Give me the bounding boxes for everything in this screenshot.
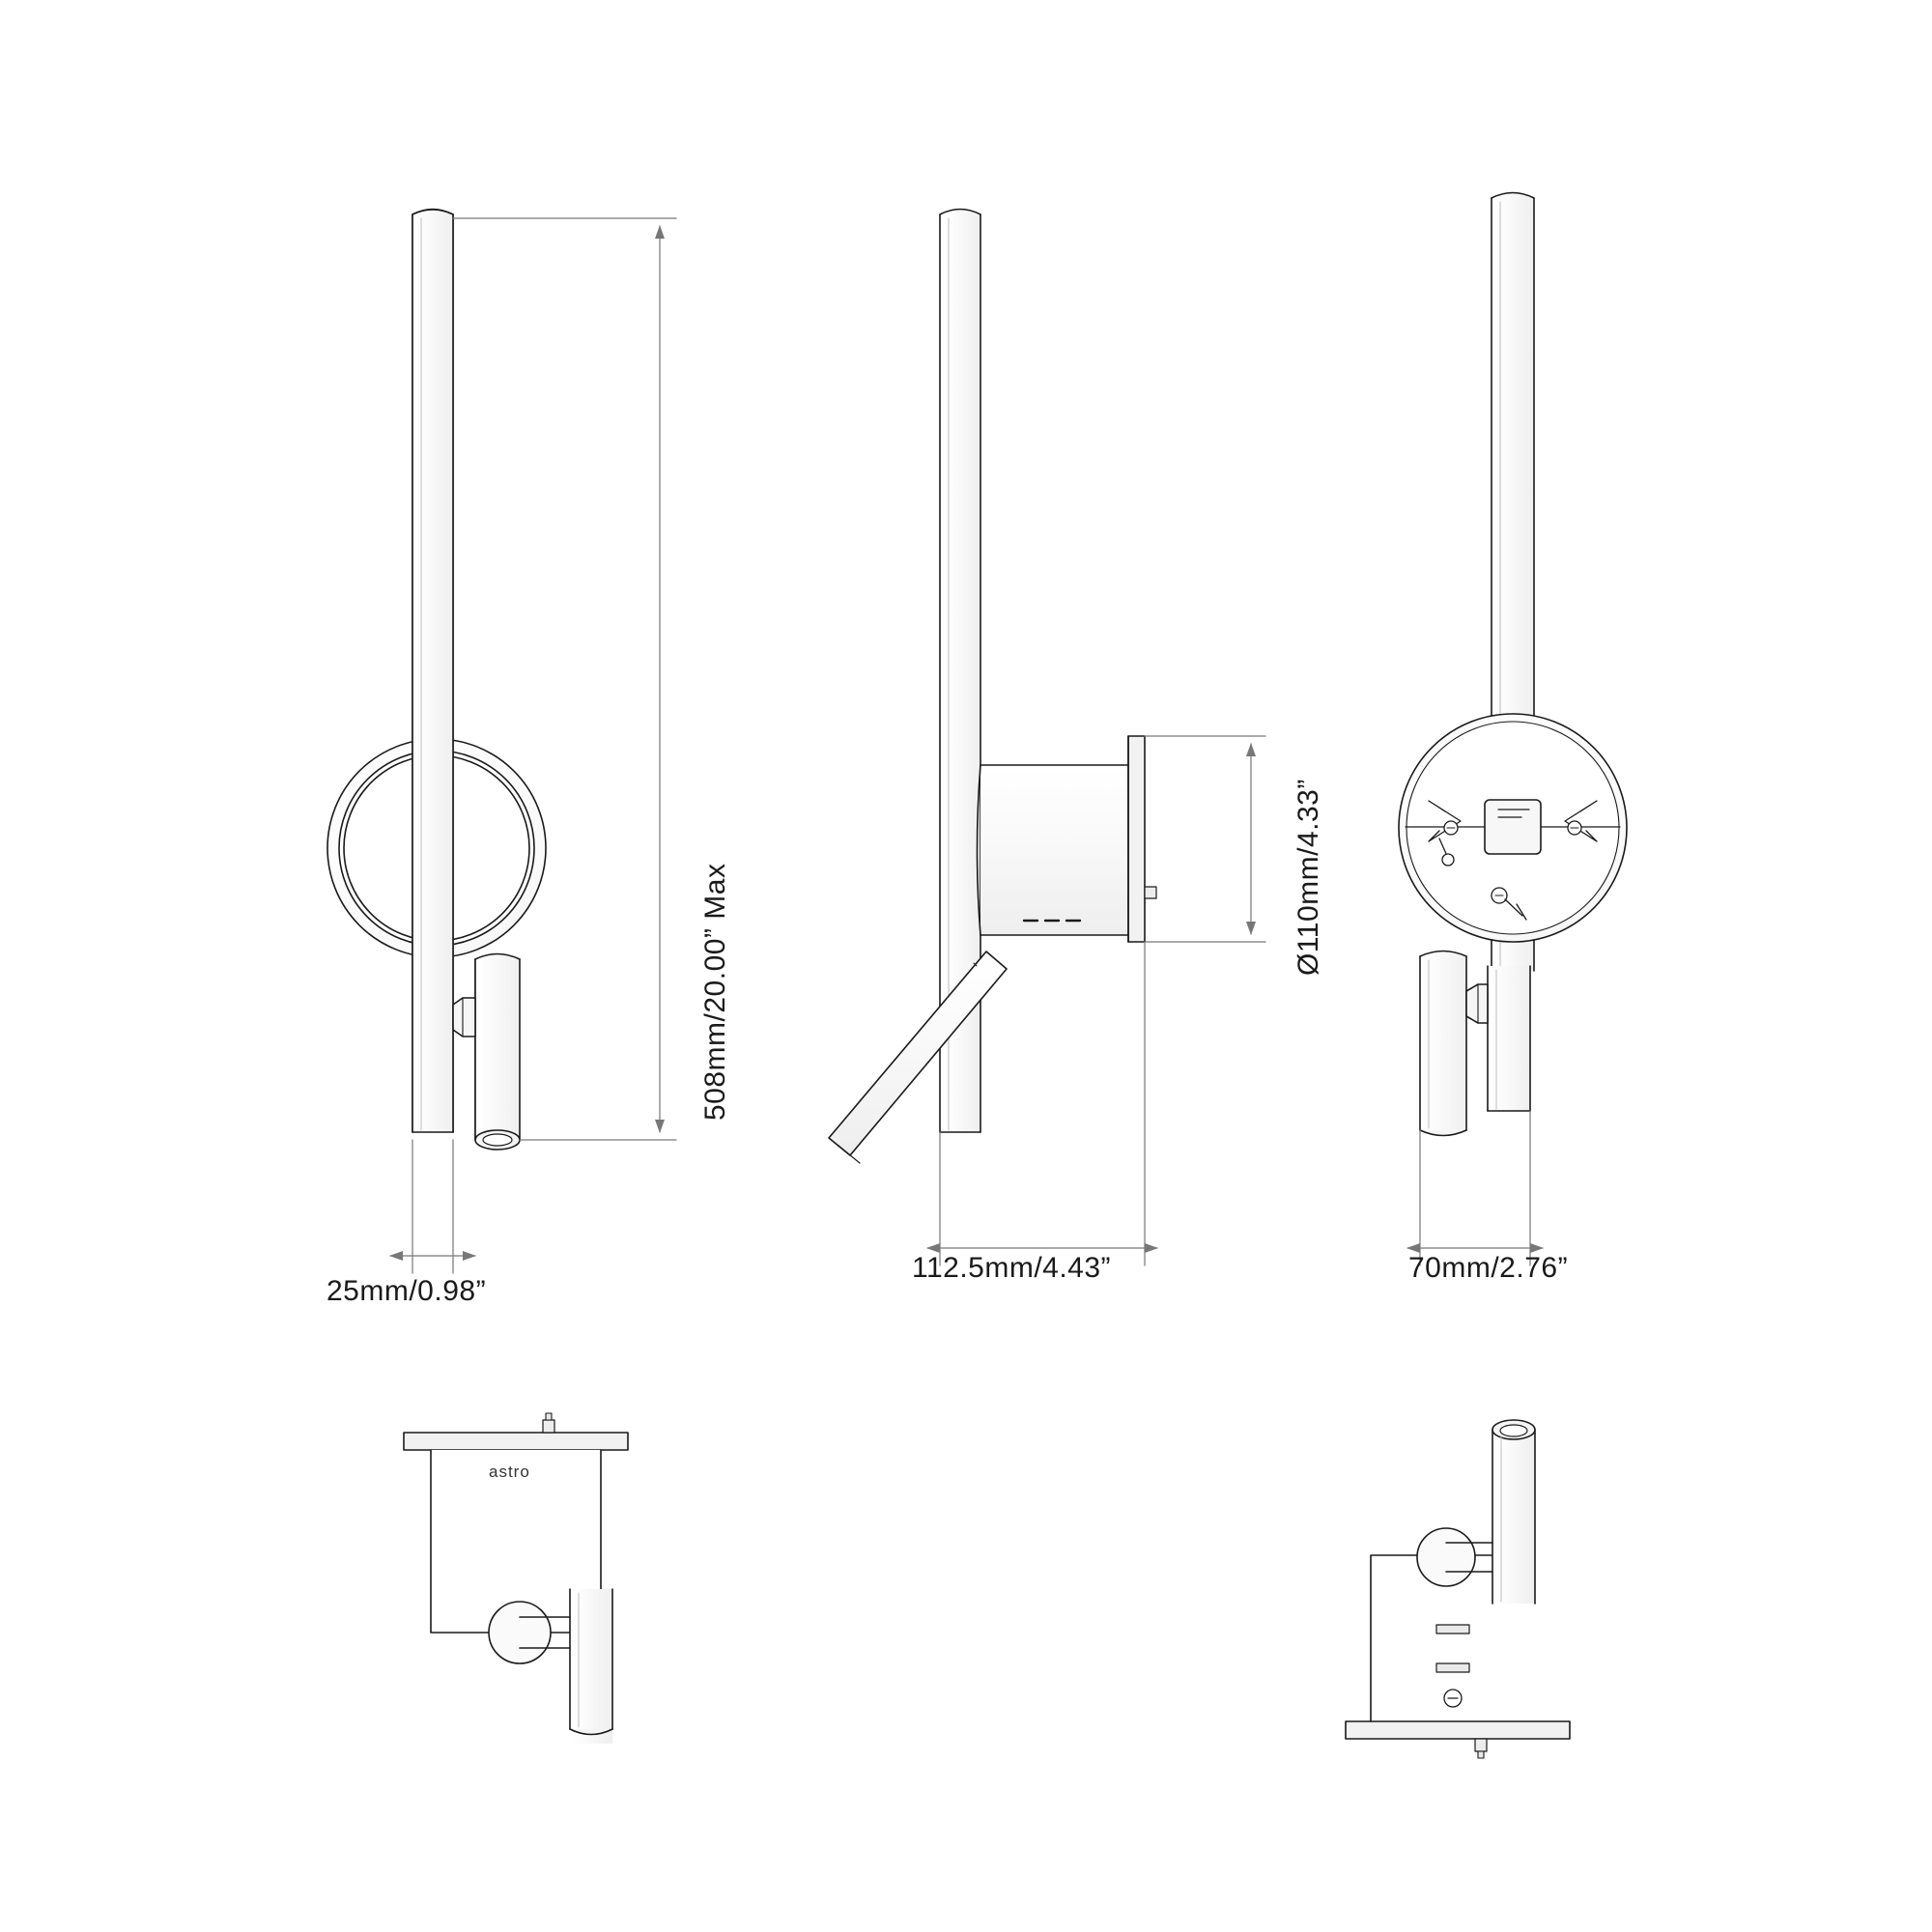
dimension-label-height: 508mm/20.00” Max [699,863,731,1121]
dimension-width-rear [1407,1111,1543,1265]
dimension-diameter [1145,736,1265,942]
front-elevation-view [327,210,546,1151]
side-elevation-view [829,210,1156,1164]
dimension-label-width-rear: 70mm/2.76” [1408,1252,1569,1284]
rear-mounting-plate-view [1399,193,1627,1136]
dimension-label-diameter: Ø110mm/4.33” [1293,779,1324,976]
dimension-width-front [390,1140,475,1273]
brand-logo-text: astro [489,1463,530,1481]
dimension-label-depth-side: 112.5mm/4.43” [912,1252,1112,1284]
bracket-detail-side-view [1346,1420,1570,1758]
dimension-label-width-front: 25mm/0.98” [327,1275,487,1307]
